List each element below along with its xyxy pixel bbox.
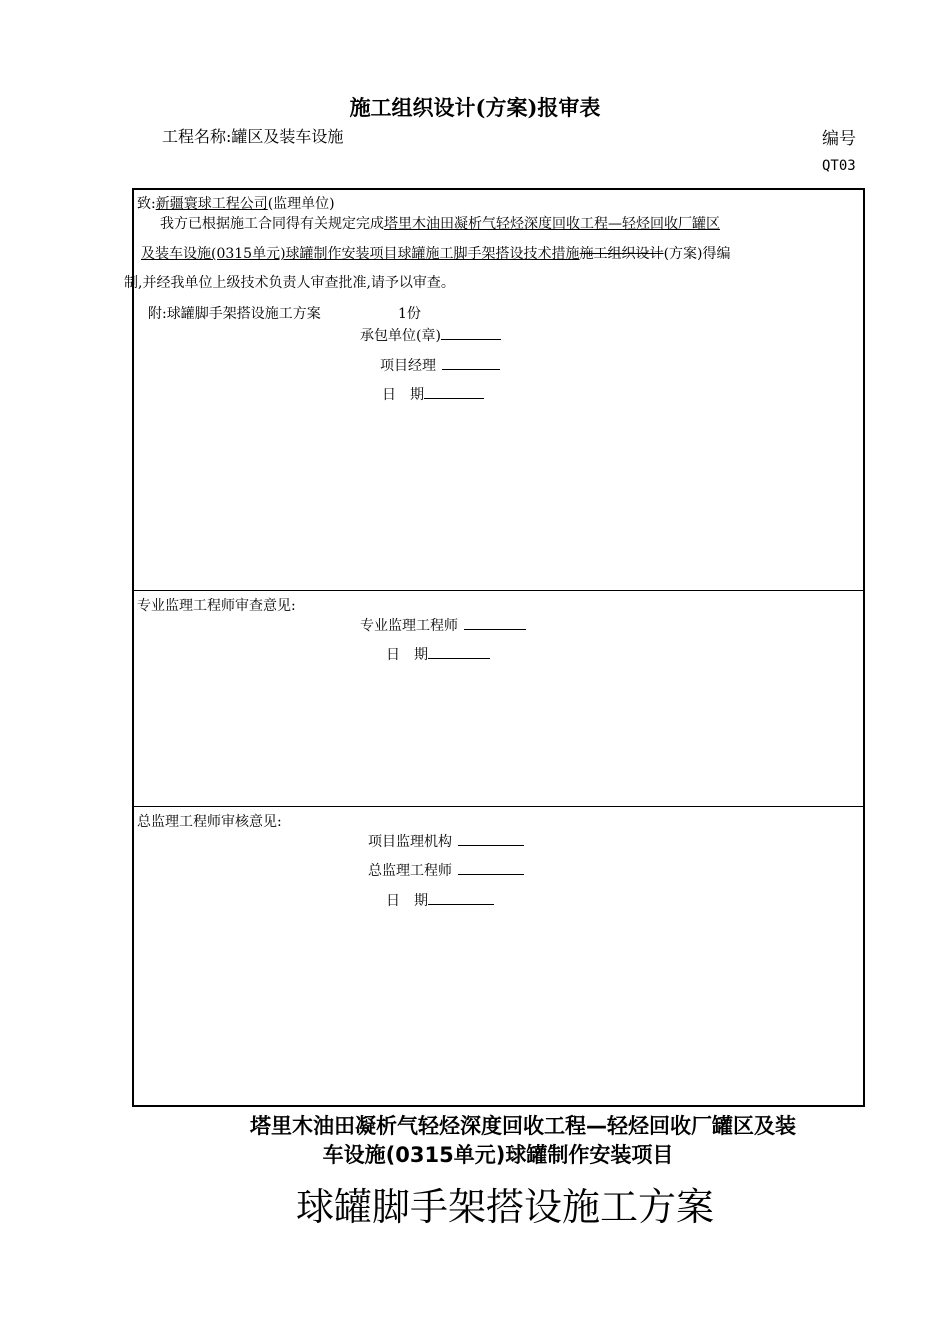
agency-label: 项目监理机构 bbox=[368, 834, 452, 850]
cover-project-line-1: 塔里木油田凝析气轻烃深度回收工程—轻烃回收厂罐区及装 bbox=[250, 1114, 796, 1138]
contractor-label: 承包单位(章) bbox=[360, 328, 441, 344]
specialist-signature-blank bbox=[464, 615, 526, 630]
specialist-review-heading: 专业监理工程师审查意见: bbox=[137, 598, 296, 614]
specialist-label: 专业监理工程师 bbox=[360, 618, 458, 634]
agency-signature-row bbox=[368, 831, 524, 851]
pm-signature-row bbox=[380, 355, 500, 375]
to-suffix: (监理单位) bbox=[267, 196, 335, 212]
attachment-label: 附:球罐脚手架搭设施工方案 bbox=[148, 306, 321, 322]
contractor-signature-row bbox=[360, 325, 501, 345]
chief-signature-row bbox=[368, 860, 524, 880]
date-label: 日 期 bbox=[382, 387, 424, 403]
section-divider bbox=[132, 806, 863, 807]
statement-line-2 bbox=[141, 243, 731, 263]
pm-signature-blank bbox=[442, 355, 500, 370]
chief-signature-blank bbox=[458, 860, 524, 875]
addressee-line bbox=[137, 193, 335, 213]
statement-line-1 bbox=[160, 213, 720, 233]
attachment-count: 1份 bbox=[398, 306, 421, 322]
supervisor-company: 新疆寰球工程公司 bbox=[155, 196, 268, 212]
cover-document-title: 球罐脚手架搭设施工方案 bbox=[295, 1185, 714, 1229]
to-prefix: 致: bbox=[137, 196, 156, 212]
statement-suffix: (方案)得编 bbox=[663, 246, 731, 262]
chief-label: 总监理工程师 bbox=[368, 863, 452, 879]
chief-review-heading: 总监理工程师审核意见: bbox=[137, 814, 282, 830]
number-value: QT03 bbox=[822, 158, 856, 174]
specialist-signature-row bbox=[360, 615, 526, 635]
date-row bbox=[382, 384, 484, 404]
struck-text: 施工组织设计 bbox=[579, 246, 664, 262]
form-title: 施工组织设计(方案)报审表 bbox=[349, 95, 601, 120]
statement-prefix: 我方已根据施工合同得有关规定完成 bbox=[160, 216, 384, 232]
date-blank bbox=[428, 890, 494, 905]
pm-label: 项目经理 bbox=[380, 358, 436, 374]
date-blank bbox=[424, 384, 484, 399]
date-label: 日 期 bbox=[386, 647, 428, 663]
cover-project-line-2: 车设施(0315单元)球罐制作安装项目 bbox=[322, 1143, 674, 1167]
statement-line-3: 制,并经我单位上级技术负责人审查批准,请予以审查。 bbox=[124, 275, 455, 291]
number-label: 编号 bbox=[822, 129, 856, 149]
project-title-part1: 塔里木油田凝析气轻烃深度回收工程—轻烃回收厂罐区 bbox=[384, 216, 720, 232]
date-label: 日 期 bbox=[386, 893, 428, 909]
specialist-date-row bbox=[386, 644, 490, 664]
project-title-part2: 及装车设施(0315单元)球罐制作安装项目球罐施工脚手架搭设技术措施 bbox=[141, 246, 580, 262]
date-blank bbox=[428, 644, 490, 659]
agency-signature-blank bbox=[458, 831, 524, 846]
project-name: 工程名称:罐区及装车设施 bbox=[162, 127, 344, 146]
chief-date-row bbox=[386, 890, 494, 910]
section-divider bbox=[132, 590, 863, 591]
contractor-signature-blank bbox=[441, 325, 501, 340]
